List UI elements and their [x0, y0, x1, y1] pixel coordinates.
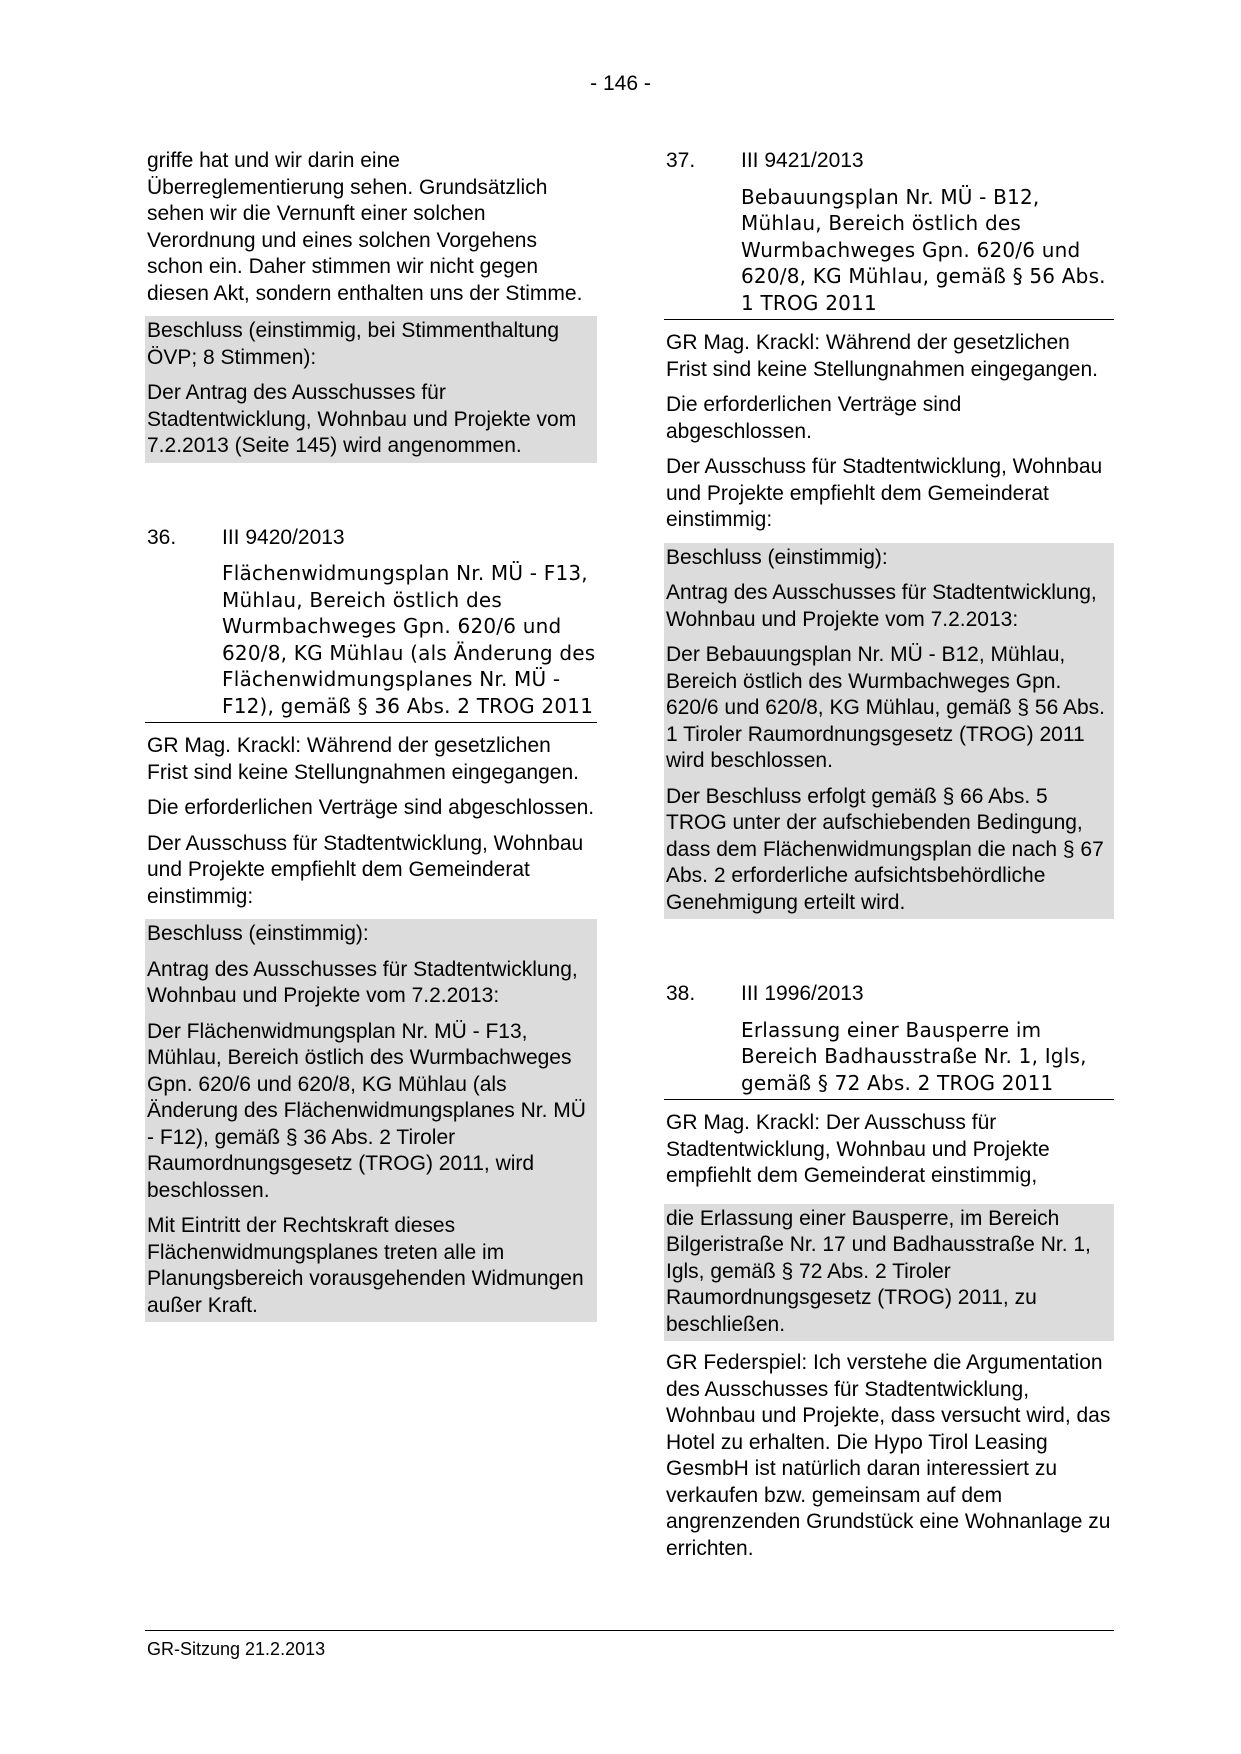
decision-text: Der Bebauungsplan Nr. MÜ - B12, Mühlau, Bereich östlich des Wurmbachweges Gpn. 620/6 und 620/8, KG Mühlau, gemäß § 56 Abs. 1 Tiroler Raumordnungsgesetz (TROG) 2011 wird beschlossen.	[666, 643, 1105, 772]
item-title: Flächenwidmungsplan Nr. MÜ - F13, Mühlau, Bereich östlich des Wurmbachweges Gpn. 620/6 und 620/8, KG Mühlau (als Änderung des Flächenwidmungsplanes Nr. MÜ - F12), gemäß § 36 Abs. 2 TROG 2011	[222, 561, 596, 718]
beschluss-heading: Beschluss (einstimmig):	[666, 545, 888, 569]
beschluss-heading: Beschluss (einstimmig, bei Stimmenthaltung ÖVP; 8 Stimmen):	[147, 319, 560, 369]
decision-text: Der Flächenwidmungsplan Nr. MÜ - F13, Mühlau, Bereich östlich des Wurmbachweges Gpn. 620/6 und 620/8, KG Mühlau (als Änderung des Flächenwidmungsplanes Nr. MÜ - F12), gemäß § 36 Abs. 2 Tiroler Raumordnungsgesetz (TROG) 2011, wird beschlossen.	[147, 1019, 586, 1202]
agenda-item-36	[145, 525, 597, 1323]
page-number: - 146 -	[590, 72, 651, 95]
item-number: 38.	[666, 982, 696, 1005]
antrag-text: die Erlassung einer Bausperre, im Bereich Bilgeristraße Nr. 17 und Badhausstraße Nr. 1, Igls, gemäß § 72 Abs. 2 Tiroler Raumordnungsgesetz (TROG) 2011, zu beschließen.	[666, 1206, 1091, 1336]
divider	[664, 1099, 1114, 1100]
beschluss-block	[664, 543, 1114, 920]
beschluss-block	[145, 316, 597, 463]
agenda-item-37	[664, 148, 1114, 919]
statement-krackl: GR Mag. Krackl: Während der gesetzlichen Frist sind keine Stellungnahmen eingegangen.	[147, 734, 579, 784]
antrag-heading: Antrag des Ausschusses für Stadtentwicklung, Wohnbau und Projekte vom 7.2.2013:	[666, 581, 1097, 631]
item-header	[664, 981, 1114, 1008]
item-number: 36.	[147, 525, 177, 549]
beschluss-text: Der Antrag des Ausschusses für Stadtentwicklung, Wohnbau und Projekte vom 7.2.2013 (Seite 145) wird angenommen.	[147, 381, 577, 457]
contracts-note: Die erforderlichen Verträge sind abgeschlossen.	[666, 393, 962, 443]
statement-krackl: GR Mag. Krackl: Während der gesetzlichen Frist sind keine Stellungnahmen eingegangen.	[666, 331, 1098, 381]
condition-text: Der Beschluss erfolgt gemäß § 66 Abs. 5 TROG unter der aufschiebenden Bedingung, dass dem Flächenwidmungsplan die nach § 67 Abs. 2 erforderliche aufsichtsbehördliche Genehmigung erteilt wird.	[666, 784, 1104, 914]
intro-paragraph: griffe hat und wir darin eine Überreglementierung sehen. Grundsätzlich sehen wir die Vernunft einer solchen Verordnung und eines solchen Vorgehens schon ein. Daher stimmen wir nicht gegen diesen Akt, sondern enthalten uns der Stimme.	[147, 149, 583, 305]
item-header	[664, 148, 1114, 175]
footer-session: GR-Sitzung 21.2.2013	[147, 1639, 326, 1659]
item-title: Erlassung einer Bausperre im Bereich Badhausstraße Nr. 1, Igls, gemäß § 72 Abs. 2 TROG 2011	[741, 1017, 1087, 1095]
left-column	[145, 148, 597, 1322]
right-column	[664, 148, 1114, 1571]
statement-krackl: GR Mag. Krackl: Der Ausschuss für Stadtentwicklung, Wohnbau und Projekte empfiehlt dem Gemeinderat einstimmig,	[666, 1111, 1050, 1187]
item-reference: III 9421/2013	[741, 149, 864, 172]
committee-recommendation: Der Ausschuss für Stadtentwicklung, Wohnbau und Projekte empfiehlt dem Gemeinderat einstimmig:	[147, 831, 584, 908]
committee-recommendation: Der Ausschuss für Stadtentwicklung, Wohnbau und Projekte empfiehlt dem Gemeinderat einstimmig:	[666, 455, 1103, 531]
divider	[664, 319, 1114, 320]
item-reference: III 1996/2013	[741, 982, 864, 1005]
item-number: 37.	[666, 149, 696, 172]
antrag-heading: Antrag des Ausschusses für Stadtentwicklung, Wohnbau und Projekte vom 7.2.2013:	[147, 957, 578, 1007]
beschluss-heading: Beschluss (einstimmig):	[147, 922, 369, 945]
item-title: Bebauungsplan Nr. MÜ - B12, Mühlau, Bereich östlich des Wurmbachweges Gpn. 620/6 und 620/8, KG Mühlau, gemäß § 56 Abs. 1 TROG 2011	[741, 184, 1106, 315]
footer-divider	[145, 1630, 1114, 1631]
contracts-note: Die erforderlichen Verträge sind abgeschlossen.	[147, 796, 595, 819]
statement-federspiel: GR Federspiel: Ich verstehe die Argumentation des Ausschusses für Stadtentwicklung, Wohnbau und Projekte, dass versucht wird, das Hotel zu erhalten. Die Hypo Tirol Leasing GesmbH ist natürlich daran interessiert zu verkaufen bzw. gemeinsam auf dem angrenzenden Grundstück eine Wohnanlage zu errichten.	[666, 1351, 1111, 1560]
beschluss-block	[145, 919, 597, 1322]
antrag-block	[664, 1204, 1114, 1342]
rechtskraft-text: Mit Eintritt der Rechtskraft dieses Flächenwidmungsplanes treten alle im Planungsbereich vorausgehenden Widmungen außer Kraft.	[147, 1214, 584, 1317]
divider	[145, 722, 597, 723]
agenda-item-38	[664, 981, 1114, 1562]
item-header	[145, 525, 597, 552]
item-reference: III 9420/2013	[222, 525, 345, 549]
